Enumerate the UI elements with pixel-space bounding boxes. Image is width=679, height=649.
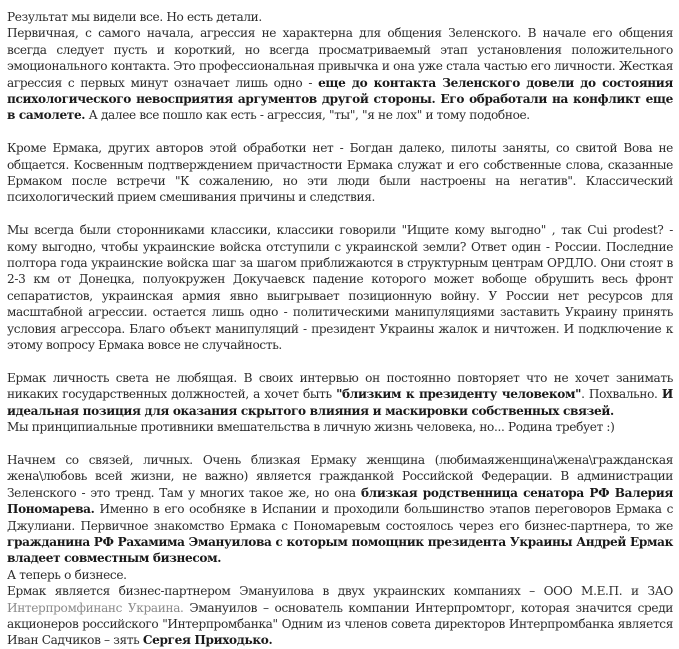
paragraph-intro [7,9,673,124]
intro-line: Результат мы видели все. Но есть детали. [7,10,262,24]
cui-prodest-text: Мы всегда были сторонниками классики, классики говорили "Ищите кому выгодно" , так Cui prodest? - кому выгодно, чтобы украинские войска отступили с украинской земли? Ответ один - России. Последние полтора года украинские войска шаг за шагом приближаются в структурным центрам ОРДЛО. Они стоят в 2-3 км от Донецка, полуокружен Докучаевск падение которого может вобоще обрушить весь фронт сепаратистов, украинская армия явно выигрывает позиционную войну. У России нет ресурсов для масштабной агрессии. остается лишь одно - политическими манипуляциями заставить Украину принять условия агрессора. Благо объект манипуляций - президент Украины жалок и ничтожен. И подключение к этому вопросу Ермака вовсе не случайность. [7,223,673,353]
connections-bold-partner: гражданина РФ Рахамима Эмануилова с которым помощник президента Украины Андрей Ермак владеет совместным бизнесом. [7,534,673,566]
paragraph-connections [7,452,673,649]
paragraph-cui-prodest [7,222,673,353]
intro-text: Первичная, с самого начала, агрессия не характерна для общения Зеленского. В начале его общения всегда следует пусть и короткий, но всегда просматриваемый этап установления положительного эмоционального контакта. Это профессиональная привычка и она уже стала частью его личности. Жесткая агрессия с первых минут означает лишь одно - [7,26,673,90]
business-bold-name: Сергея Приходько. [142,633,273,648]
business-heading-line: А теперь о бизнесе. [7,567,127,582]
paragraph-authors [7,140,673,206]
personality-text-mid: . Похвально. [581,387,662,402]
authors-text: Кроме Ермака, других авторов этой обработки нет - Богдан далеко, пилоты заняты, со свитой Вова не общается. Косвенным подтверждением причастности Ермака служат и его собственные слова, сказанные Ермаком после встречи "К сожалению, но эти люди были настроены на негатив". Классический психологический прием смешивания причины и следствия. [7,141,673,205]
business-text: Ермак является бизнес-партнером Эмануилова в двух украинских компаниях – ООО М.Е.П. и ЗАО [7,584,673,599]
personality-bold-quote: "близким к президенту человеком" [336,387,582,402]
intro-bold-claim: еще до контакта Зеленского довели до состояния психологического невосприятия аргументов другой стороны. Его обработали на конфликт еще в самолете. [7,75,673,123]
connections-text-mid: Именно в его особняке в Испании и проходили большинство этапов переговоров Ермака с Джулиани. Первичное знакомство Ермака с Пономаревым состоялось через его бизнес-партнера, то же [7,502,673,533]
personality-bold-position: И идеальная позиция для оказания скрытого влияния и маскировки собственных связей. [7,387,673,418]
paragraph-yermak-personality [7,370,673,436]
connections-bold-relative: близкая родственница сенатора РФ Валерия Пономарева. [7,485,673,517]
intro-text-end: А далее все пошло как есть - агрессия, "ты", "я не лох" и тому подобное. [85,108,530,123]
business-text-faded: Интерпромфинанс Украина. [7,600,184,615]
business-text-cont: Эмануилов – основатель компании Интерпромторг, которая значится среди акционеров российского "Интерпромбанка" Одним из членов совета директоров Интерпромбанка является Иван Садчиков – зять [7,600,673,648]
personality-line-end: Мы принципиальные противники вмешательства в личную жизнь человека, но... Родина требует :) [7,420,615,435]
personality-text: Ермак личность света не любящая. В своих интервью он постоянно повторяет что не хочет занимать никаких государственных должностей, а хочет быть [7,370,673,402]
connections-text: Начнем со связей, личных. Очень близкая Ермаку женщина (любимаяженщина\жена\гражданская жена\любовь всей жизни, не важно) является гражданкой Российской Федерации. В администрации Зеленского - это тренд. Там у многих такое же, но она [7,452,673,500]
